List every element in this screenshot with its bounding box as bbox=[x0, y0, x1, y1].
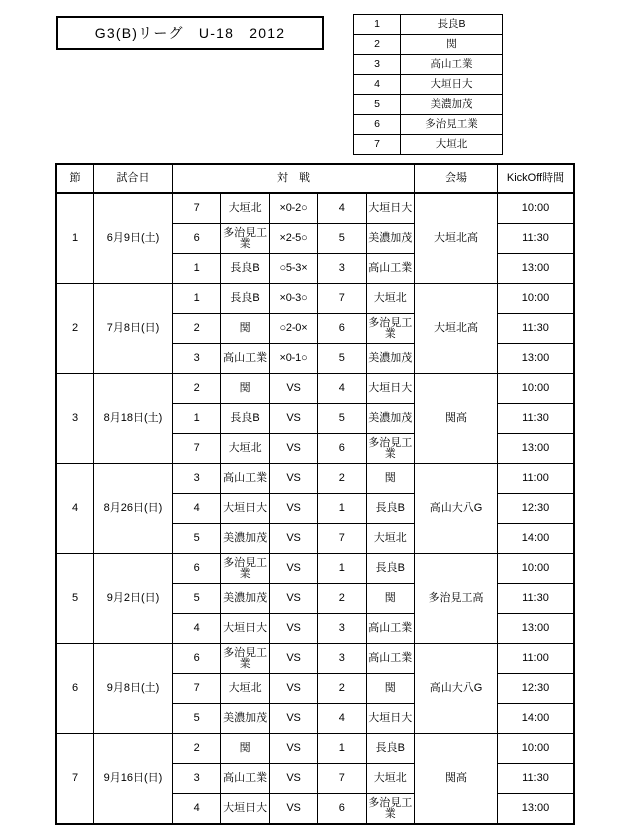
header-kickoff: KickOff時間 bbox=[498, 164, 575, 193]
match-score: VS bbox=[269, 464, 317, 494]
home-team-number: 1 bbox=[173, 404, 221, 434]
home-team-name: 高山工業 bbox=[221, 464, 269, 494]
team-number: 5 bbox=[354, 95, 401, 115]
venue-name: 高山大八G bbox=[415, 644, 498, 734]
schedule-row bbox=[56, 193, 574, 224]
away-team-number: 6 bbox=[318, 794, 366, 825]
away-team-name: 多治見工業 bbox=[366, 314, 414, 344]
home-team-name: 多治見工業 bbox=[221, 224, 269, 254]
round-number: 5 bbox=[56, 554, 94, 644]
header-row bbox=[56, 164, 574, 193]
kickoff-time: 10:00 bbox=[498, 284, 575, 314]
kickoff-time: 11:30 bbox=[498, 314, 575, 344]
kickoff-time: 13:00 bbox=[498, 614, 575, 644]
away-team-name: 長良B bbox=[366, 734, 414, 764]
match-score: ×0-3○ bbox=[269, 284, 317, 314]
round-number: 4 bbox=[56, 464, 94, 554]
team-number: 1 bbox=[354, 15, 401, 35]
venue-name: 多治見工高 bbox=[415, 554, 498, 644]
kickoff-time: 10:00 bbox=[498, 734, 575, 764]
match-date: 9月8日(土) bbox=[94, 644, 173, 734]
team-list-body bbox=[354, 15, 503, 155]
team-name: 大垣北 bbox=[401, 135, 503, 155]
match-score: VS bbox=[269, 764, 317, 794]
away-team-number: 4 bbox=[318, 193, 366, 224]
kickoff-time: 10:00 bbox=[498, 554, 575, 584]
away-team-number: 4 bbox=[318, 374, 366, 404]
match-score: VS bbox=[269, 734, 317, 764]
round-number: 3 bbox=[56, 374, 94, 464]
team-name: 高山工業 bbox=[401, 55, 503, 75]
match-score: ×0-1○ bbox=[269, 344, 317, 374]
kickoff-time: 14:00 bbox=[498, 524, 575, 554]
away-team-number: 5 bbox=[318, 224, 366, 254]
away-team-name: 大垣日大 bbox=[366, 193, 414, 224]
home-team-name: 大垣日大 bbox=[221, 794, 269, 825]
away-team-number: 2 bbox=[318, 584, 366, 614]
match-score: VS bbox=[269, 404, 317, 434]
header-round: 節 bbox=[56, 164, 94, 193]
home-team-number: 5 bbox=[173, 584, 221, 614]
home-team-number: 5 bbox=[173, 524, 221, 554]
match-score: VS bbox=[269, 794, 317, 825]
home-team-number: 2 bbox=[173, 734, 221, 764]
schedule-body bbox=[56, 193, 574, 824]
match-date: 9月2日(日) bbox=[94, 554, 173, 644]
home-team-number: 6 bbox=[173, 554, 221, 584]
team-name: 多治見工業 bbox=[401, 115, 503, 135]
schedule-row bbox=[56, 734, 574, 764]
match-score: VS bbox=[269, 644, 317, 674]
away-team-number: 1 bbox=[318, 554, 366, 584]
home-team-number: 3 bbox=[173, 464, 221, 494]
away-team-number: 1 bbox=[318, 734, 366, 764]
team-list-row bbox=[354, 35, 503, 55]
home-team-number: 7 bbox=[173, 193, 221, 224]
team-name: 大垣日大 bbox=[401, 75, 503, 95]
away-team-name: 美濃加茂 bbox=[366, 404, 414, 434]
match-score: VS bbox=[269, 584, 317, 614]
kickoff-time: 11:30 bbox=[498, 404, 575, 434]
away-team-name: 大垣日大 bbox=[366, 704, 414, 734]
team-number: 6 bbox=[354, 115, 401, 135]
team-number: 2 bbox=[354, 35, 401, 55]
away-team-number: 4 bbox=[318, 704, 366, 734]
team-number: 3 bbox=[354, 55, 401, 75]
match-score: VS bbox=[269, 554, 317, 584]
kickoff-time: 11:30 bbox=[498, 224, 575, 254]
round-number: 2 bbox=[56, 284, 94, 374]
header-match: 対 戦 bbox=[173, 164, 415, 193]
away-team-name: 美濃加茂 bbox=[366, 344, 414, 374]
away-team-name: 関 bbox=[366, 674, 414, 704]
team-list-row bbox=[354, 75, 503, 95]
away-team-number: 3 bbox=[318, 254, 366, 284]
home-team-name: 関 bbox=[221, 734, 269, 764]
home-team-name: 高山工業 bbox=[221, 344, 269, 374]
kickoff-time: 11:00 bbox=[498, 644, 575, 674]
team-number: 7 bbox=[354, 135, 401, 155]
home-team-name: 美濃加茂 bbox=[221, 704, 269, 734]
team-name: 長良B bbox=[401, 15, 503, 35]
kickoff-time: 10:00 bbox=[498, 374, 575, 404]
away-team-number: 3 bbox=[318, 644, 366, 674]
kickoff-time: 13:00 bbox=[498, 794, 575, 825]
home-team-number: 4 bbox=[173, 614, 221, 644]
venue-name: 大垣北高 bbox=[415, 284, 498, 374]
home-team-name: 大垣北 bbox=[221, 674, 269, 704]
schedule-header bbox=[56, 164, 574, 193]
kickoff-time: 10:00 bbox=[498, 193, 575, 224]
schedule-row bbox=[56, 374, 574, 404]
home-team-number: 3 bbox=[173, 344, 221, 374]
header-date: 試合日 bbox=[94, 164, 173, 193]
home-team-number: 7 bbox=[173, 674, 221, 704]
home-team-name: 関 bbox=[221, 314, 269, 344]
venue-name: 大垣北高 bbox=[415, 193, 498, 284]
away-team-name: 大垣北 bbox=[366, 524, 414, 554]
home-team-number: 1 bbox=[173, 284, 221, 314]
team-list-row bbox=[354, 135, 503, 155]
away-team-name: 多治見工業 bbox=[366, 434, 414, 464]
away-team-name: 大垣北 bbox=[366, 284, 414, 314]
match-score: VS bbox=[269, 614, 317, 644]
team-list-table bbox=[353, 14, 503, 155]
home-team-name: 高山工業 bbox=[221, 764, 269, 794]
team-name: 美濃加茂 bbox=[401, 95, 503, 115]
away-team-name: 多治見工業 bbox=[366, 794, 414, 825]
schedule-row bbox=[56, 554, 574, 584]
team-list-row bbox=[354, 115, 503, 135]
kickoff-time: 11:00 bbox=[498, 464, 575, 494]
away-team-name: 関 bbox=[366, 464, 414, 494]
match-score: ×2-5○ bbox=[269, 224, 317, 254]
kickoff-time: 12:30 bbox=[498, 674, 575, 704]
round-number: 7 bbox=[56, 734, 94, 825]
home-team-number: 6 bbox=[173, 644, 221, 674]
away-team-name: 高山工業 bbox=[366, 644, 414, 674]
home-team-name: 美濃加茂 bbox=[221, 584, 269, 614]
kickoff-time: 14:00 bbox=[498, 704, 575, 734]
home-team-name: 大垣北 bbox=[221, 193, 269, 224]
kickoff-time: 12:30 bbox=[498, 494, 575, 524]
home-team-name: 大垣北 bbox=[221, 434, 269, 464]
home-team-number: 2 bbox=[173, 374, 221, 404]
kickoff-time: 11:30 bbox=[498, 584, 575, 614]
home-team-number: 4 bbox=[173, 494, 221, 524]
team-list-row bbox=[354, 95, 503, 115]
kickoff-time: 13:00 bbox=[498, 254, 575, 284]
away-team-number: 1 bbox=[318, 494, 366, 524]
match-score: VS bbox=[269, 674, 317, 704]
kickoff-time: 13:00 bbox=[498, 434, 575, 464]
away-team-number: 6 bbox=[318, 314, 366, 344]
away-team-number: 5 bbox=[318, 404, 366, 434]
away-team-name: 大垣北 bbox=[366, 764, 414, 794]
team-number: 4 bbox=[354, 75, 401, 95]
home-team-number: 2 bbox=[173, 314, 221, 344]
home-team-name: 多治見工業 bbox=[221, 554, 269, 584]
match-date: 8月26日(日) bbox=[94, 464, 173, 554]
schedule-table bbox=[55, 163, 575, 825]
schedule-row bbox=[56, 464, 574, 494]
home-team-number: 1 bbox=[173, 254, 221, 284]
home-team-name: 美濃加茂 bbox=[221, 524, 269, 554]
team-list-row bbox=[354, 15, 503, 35]
home-team-name: 大垣日大 bbox=[221, 494, 269, 524]
away-team-name: 長良B bbox=[366, 554, 414, 584]
away-team-name: 高山工業 bbox=[366, 254, 414, 284]
away-team-number: 6 bbox=[318, 434, 366, 464]
home-team-number: 4 bbox=[173, 794, 221, 825]
away-team-number: 7 bbox=[318, 524, 366, 554]
home-team-number: 3 bbox=[173, 764, 221, 794]
home-team-name: 長良B bbox=[221, 254, 269, 284]
schedule-row bbox=[56, 644, 574, 674]
home-team-name: 関 bbox=[221, 374, 269, 404]
match-date: 8月18日(土) bbox=[94, 374, 173, 464]
kickoff-time: 11:30 bbox=[498, 764, 575, 794]
away-team-name: 関 bbox=[366, 584, 414, 614]
match-date: 6月9日(土) bbox=[94, 193, 173, 284]
kickoff-time: 13:00 bbox=[498, 344, 575, 374]
team-list-row bbox=[354, 55, 503, 75]
venue-name: 高山大八G bbox=[415, 464, 498, 554]
away-team-name: 美濃加茂 bbox=[366, 224, 414, 254]
venue-name: 関高 bbox=[415, 734, 498, 825]
away-team-number: 2 bbox=[318, 464, 366, 494]
header-venue: 会場 bbox=[415, 164, 498, 193]
home-team-number: 7 bbox=[173, 434, 221, 464]
away-team-name: 大垣日大 bbox=[366, 374, 414, 404]
round-number: 6 bbox=[56, 644, 94, 734]
home-team-name: 長良B bbox=[221, 284, 269, 314]
home-team-number: 6 bbox=[173, 224, 221, 254]
home-team-name: 多治見工業 bbox=[221, 644, 269, 674]
match-score: VS bbox=[269, 434, 317, 464]
home-team-name: 大垣日大 bbox=[221, 614, 269, 644]
match-score: ×0-2○ bbox=[269, 193, 317, 224]
away-team-name: 高山工業 bbox=[366, 614, 414, 644]
away-team-number: 5 bbox=[318, 344, 366, 374]
away-team-number: 3 bbox=[318, 614, 366, 644]
home-team-number: 5 bbox=[173, 704, 221, 734]
match-score: VS bbox=[269, 704, 317, 734]
match-date: 9月16日(日) bbox=[94, 734, 173, 825]
round-number: 1 bbox=[56, 193, 94, 284]
away-team-number: 2 bbox=[318, 674, 366, 704]
page-title: G3(B)リーグ U-18 2012 bbox=[94, 25, 286, 41]
match-score: VS bbox=[269, 374, 317, 404]
away-team-number: 7 bbox=[318, 764, 366, 794]
match-date: 7月8日(日) bbox=[94, 284, 173, 374]
team-name: 関 bbox=[401, 35, 503, 55]
match-score: ○2-0× bbox=[269, 314, 317, 344]
home-team-name: 長良B bbox=[221, 404, 269, 434]
schedule-row bbox=[56, 284, 574, 314]
match-score: VS bbox=[269, 494, 317, 524]
match-score: ○5-3× bbox=[269, 254, 317, 284]
match-score: VS bbox=[269, 524, 317, 554]
away-team-number: 7 bbox=[318, 284, 366, 314]
away-team-name: 長良B bbox=[366, 494, 414, 524]
venue-name: 関高 bbox=[415, 374, 498, 464]
league-title-box bbox=[56, 16, 324, 50]
